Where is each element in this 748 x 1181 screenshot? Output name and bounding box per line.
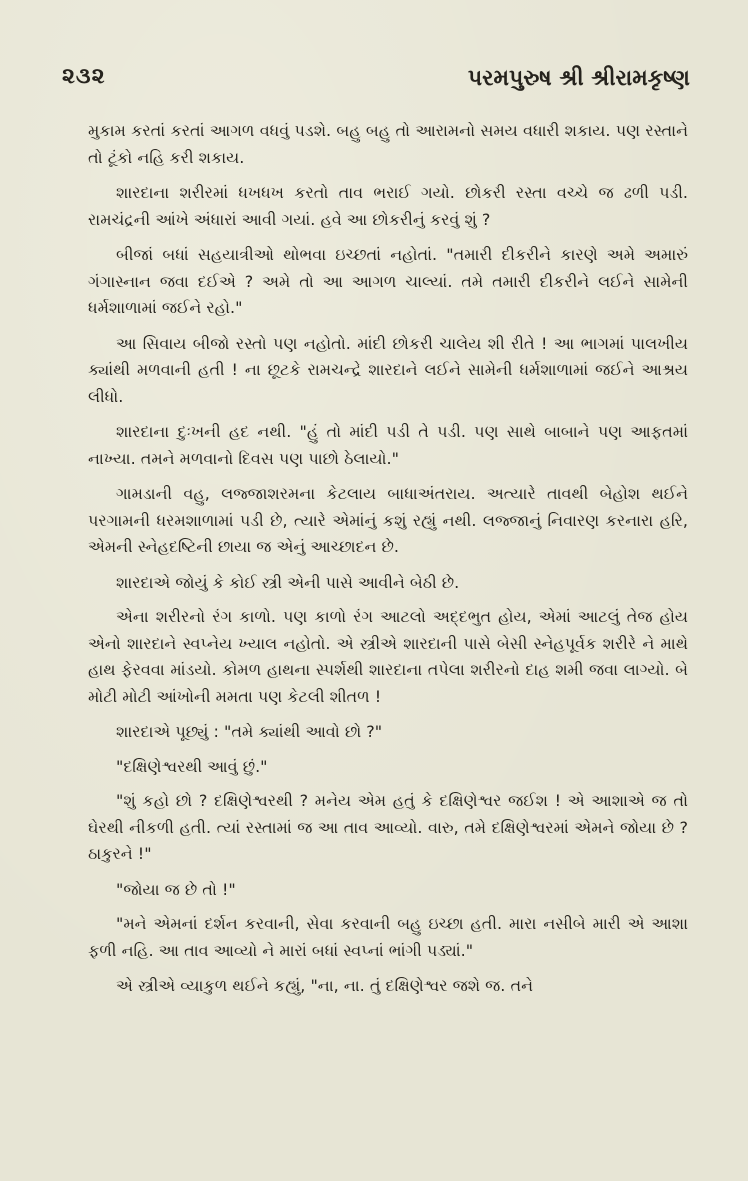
paragraph: "શું કહો છો ? દક્ષિણેશ્વરથી ? મનેય એમ હતું કે દક્ષિણેશ્વર જઈશ ! એ આશાએ જ તો ઘેરથી નીકળી હતી. ત્યાં રસ્તામાં જ આ તાવ આવ્યો. વારુ, તમે દક્ષિણેશ્વરમાં એમને જોયા છે ? ઠાકુરને !" [88,791,688,863]
page-header [62,60,690,100]
paragraph: શારદાએ પૂછ્યું : "તમે ક્યાંથી આવો છો ?" [116,722,383,741]
paragraph: "મને એમનાં દર્શન કરવાની, સેવા કરવાની બહુ ઇચ્છા હતી. મારા નસીબે મારી એ આશા ફળી નહિ. આ તાવ આવ્યો ને મારાં બધાં સ્વપ્નાં ભાંગી પડ્યાં." [88,914,688,960]
paragraph: ગામડાની વહુ, લજ્જાશરમના કેટલાય બાધાઅંતરાય. અત્યારે તાવથી બેહોશ થઈને પરગામની ધરમશાળામાં પડી છે, ત્યારે એમાંનું કશું રહ્યું નથી. લજ્જાનું નિવારણ કરનારા હરિ, એમની સ્નેહદષ્ટિની છાયા જ એનું આચ્છાદન છે. [88,484,688,556]
page-number: ૨૩૨ [62,64,106,89]
paragraph: બીજાં બધાં સહયાત્રીઓ થોભવા ઇચ્છતાં નહોતાં. "તમારી દીકરીને કારણે અમે અમારું ગંગાસ્નાન જવા દઈએ ? અમે તો આ આગળ ચાલ્યાં. તમે તમારી દીકરીને લઈને સામેની ધર્મશાળામાં જઈને રહો." [88,245,688,317]
paragraph: શારદાના શરીરમાં ધખધખ કરતો તાવ ભરાઈ ગયો. છોકરી રસ્તા વચ્ચે જ ઢળી પડી. રામચંદ્રની આંખે અંધારાં આવી ગયાં. હવે આ છોકરીનું કરવું શું ? [88,183,688,229]
paragraph: શારદાના દુઃખની હદ નથી. "હું તો માંદી પડી તે પડી. પણ સાથે બાબાને પણ આફતમાં નાખ્યા. તમને મળવાનો દિવસ પણ પાછો ઠેલાયો." [88,422,688,468]
paragraph: "જોયા જ છે તો !" [116,879,236,899]
paragraph: "દક્ષિણેશ્વરથી આવું છું." [116,756,268,776]
paragraph: આ સિવાય બીજો રસ્તો પણ નહોતો. માંદી છોકરી ચાલેય શી રીતે ! આ ભાગમાં પાલખીય ક્યાંથી મળવાની હતી ! ના છૂટકે રામચન્દ્રે શારદાને લઈને સામેની ધર્મશાળામાં જઈને આશ્રય લીધો. [88,333,688,406]
paragraph: એના શરીરનો રંગ કાળો. પણ કાળો રંગ આટલો અદ્દભુત હોય, એમાં આટલું તેજ હોય એનો શારદાને સ્વપ્નેય ખ્યાલ નહોતો. એ સ્ત્રીએ શારદાની પાસે બેસી સ્નેહપૂર્વક શરીરે ને માથે હાથ ફેરવવા માંડયો. કોમળ હાથના સ્પર્શથી શારદાના તપેલા શરીરનો દાહ શમી જવા લાગ્યો. બે મોટી મોટી આંખોની મમતા પણ કેટલી શીતળ ! [88,607,688,706]
paragraph: એ સ્ત્રીએ વ્યાકુળ થઈને કહ્યું, "ના, ના. તું દક્ષિણેશ્વર જશે જ. તને [116,976,534,995]
body-text [88,118,688,1009]
paragraph: મુકામ કરતાં કરતાં આગળ વધવું પડશે. બહુ બહુ તો આરામનો સમય વધારી શકાય. પણ રસ્તાને તો ટૂંકો નહિ કરી શકાય. [88,121,688,167]
running-title: પરમપુરુષ શ્રી શ્રીરામકૃષ્ણ [467,66,690,91]
paragraph: શારદાએ જોયું કે કોઈ સ્ત્રી એની પાસે આવીને બેઠી છે. [116,572,460,592]
